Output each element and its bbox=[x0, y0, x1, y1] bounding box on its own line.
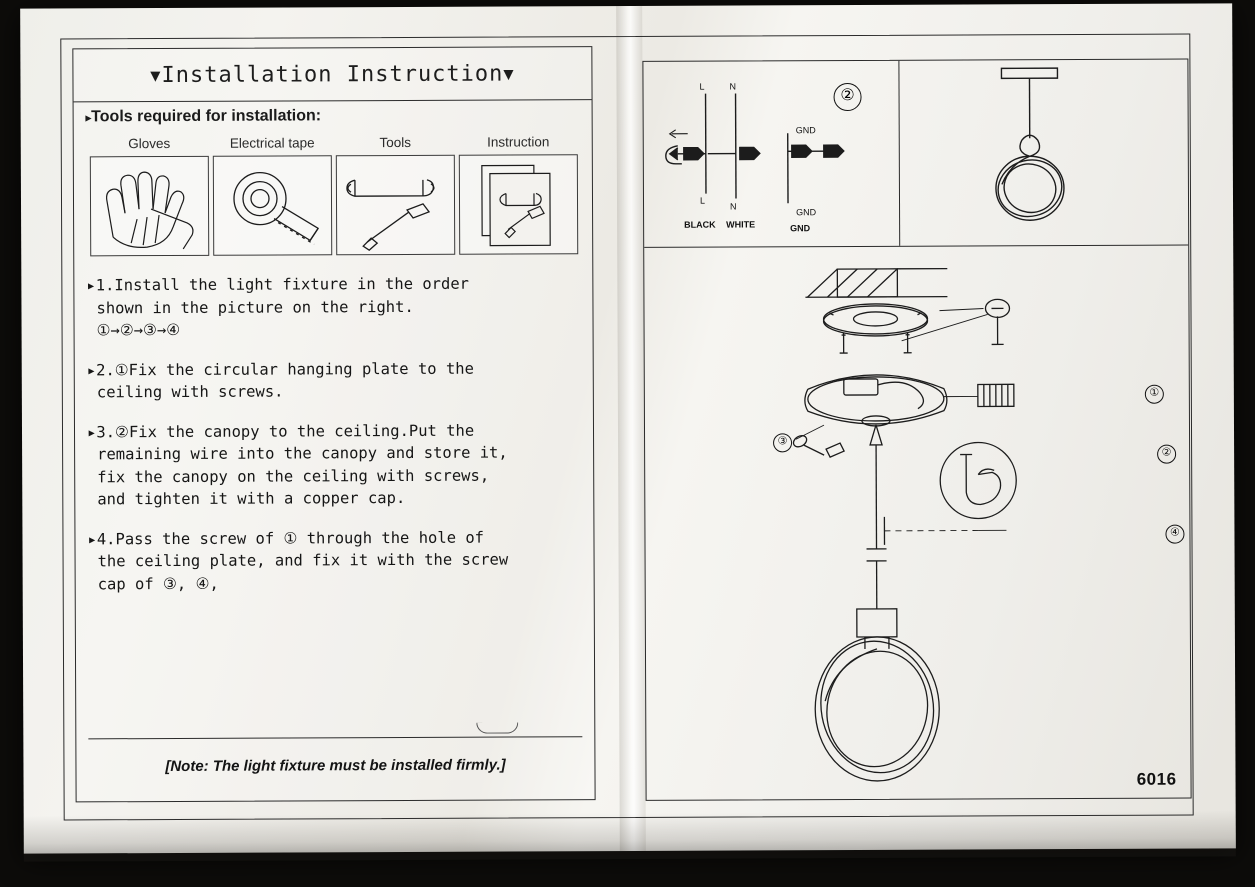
tool-label-instruction: Instruction bbox=[487, 134, 550, 150]
tools-heading bbox=[86, 107, 322, 126]
wrench-screwdriver-icon bbox=[337, 156, 456, 253]
page-title-text: Installation Instruction bbox=[161, 61, 504, 88]
top-row-divider bbox=[898, 61, 900, 246]
title-bar bbox=[73, 47, 591, 102]
svg-text:L: L bbox=[699, 81, 705, 92]
step-2-line1: ①Fix the circular hanging plate to the bbox=[114, 359, 474, 379]
step-3-line1: ②Fix the canopy to the ceiling.Put the bbox=[114, 421, 475, 441]
svg-text:L: L bbox=[699, 195, 706, 206]
decorative-squiggle bbox=[476, 722, 518, 733]
svg-text:WHITE: WHITE bbox=[726, 219, 756, 230]
tape-roll-icon bbox=[214, 156, 333, 253]
left-page bbox=[72, 46, 595, 800]
coiled-cord-lamp-diagram bbox=[905, 60, 1156, 241]
right-page-border bbox=[642, 59, 1191, 801]
step-4-number: 4. bbox=[96, 529, 116, 548]
tool-label-electrical-tape: Electrical tape bbox=[229, 135, 315, 151]
step-2-number: 2. bbox=[96, 360, 115, 379]
right-page bbox=[642, 59, 1191, 801]
steps-list bbox=[86, 272, 577, 612]
step-3-number: 3. bbox=[96, 422, 116, 441]
tool-item-gloves bbox=[88, 136, 212, 257]
tool-item-tools bbox=[334, 135, 458, 256]
step-3 bbox=[86, 419, 577, 511]
tool-item-instruction bbox=[457, 134, 581, 255]
step-1-line1: Install the light fixture in the order bbox=[114, 274, 470, 295]
page-title bbox=[150, 61, 514, 88]
wiring-callout-2: ② bbox=[833, 83, 861, 111]
tool-label-gloves: Gloves bbox=[128, 135, 171, 152]
note-divider bbox=[88, 736, 582, 739]
step-3-line4: and tighten it with a copper cap. bbox=[97, 488, 406, 509]
svg-text:N: N bbox=[729, 81, 737, 92]
assembly-callout-3: ③ bbox=[773, 433, 792, 452]
tools-heading-marker-icon: ▸ bbox=[85, 112, 92, 125]
step-2-line2: ceiling with screws. bbox=[96, 382, 284, 402]
step-2-marker-icon: ▸ bbox=[86, 360, 97, 379]
instruction-sheet bbox=[20, 3, 1236, 853]
tools-heading-text: Tools required for installation: bbox=[91, 107, 322, 126]
svg-text:GND: GND bbox=[790, 223, 811, 234]
svg-text:BLACK: BLACK bbox=[684, 219, 716, 230]
step-4-line1: Pass the screw of ① through the hole of bbox=[115, 528, 485, 548]
step-1-line3: ①→②→③→④ bbox=[96, 320, 181, 340]
assembly-diagram bbox=[647, 248, 1189, 798]
gloves-icon bbox=[91, 157, 210, 254]
step-4-line3: cap of ③, ④, bbox=[97, 574, 219, 593]
assembly-callout-4: ④ bbox=[1165, 525, 1184, 544]
step-1-marker-icon: ▸ bbox=[86, 276, 96, 295]
step-3-line2: remaining wire into the canopy and store it, bbox=[97, 443, 508, 464]
tool-image-box-gloves bbox=[90, 156, 209, 257]
step-1-number: 1. bbox=[95, 276, 115, 295]
instruction-sheet-icon bbox=[460, 155, 579, 252]
tool-label-tools: Tools bbox=[379, 134, 412, 151]
left-page-border bbox=[72, 46, 595, 802]
assembly-callout-1: ① bbox=[1145, 385, 1164, 404]
assembly-callout-2: ② bbox=[1157, 445, 1176, 464]
svg-text:N: N bbox=[730, 201, 737, 212]
document-code: 6016 bbox=[1136, 769, 1177, 789]
tool-image-box-instruction bbox=[459, 154, 578, 255]
step-1-line2: shown in the picture on the right. bbox=[96, 297, 414, 317]
svg-text:GND: GND bbox=[795, 125, 816, 136]
svg-text:GND: GND bbox=[796, 207, 817, 218]
step-4-marker-icon: ▸ bbox=[87, 529, 97, 548]
top-diagram-row bbox=[643, 60, 1188, 248]
tools-row bbox=[88, 134, 581, 256]
note-text: [Note: The light fixture must be installed firmly.] bbox=[165, 756, 506, 776]
tool-image-box-electrical-tape bbox=[213, 155, 332, 256]
step-3-line3: fix the canopy on the ceiling with screws, bbox=[97, 466, 490, 486]
step-1 bbox=[86, 272, 576, 342]
tool-image-box-tools bbox=[336, 155, 455, 256]
step-4-line2: the ceiling plate, and fix it with the screw bbox=[97, 550, 509, 571]
step-2 bbox=[86, 357, 577, 404]
title-left-triangle-icon: ▼ bbox=[150, 65, 162, 86]
step-3-marker-icon: ▸ bbox=[86, 422, 97, 441]
title-right-triangle-icon: ▼ bbox=[503, 63, 515, 85]
step-4 bbox=[87, 526, 577, 596]
tool-item-electrical-tape bbox=[211, 135, 335, 256]
